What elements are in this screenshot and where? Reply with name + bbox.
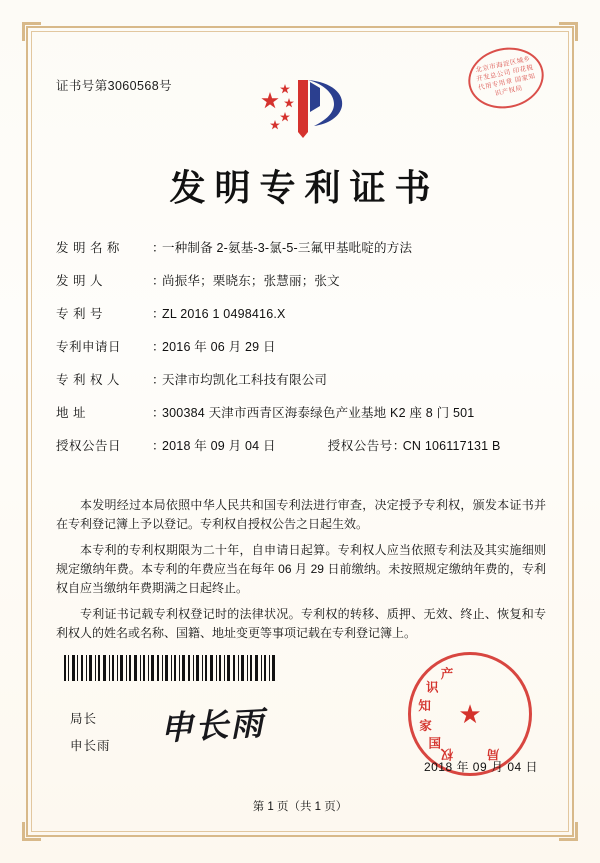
corner-ornament-top-right [559, 22, 578, 41]
page-number: 第 1 页（共 1 页） [252, 801, 348, 813]
field-label: 地 址 [56, 406, 86, 420]
field-value: 天津市均凯化工科技有限公司 [162, 373, 328, 387]
field-value: 2016 年 06 月 29 日 [162, 340, 276, 354]
field-value-grant-date: 2018 年 09 月 04 日 [162, 439, 276, 453]
field-label: 发 明 人 [56, 274, 103, 288]
corner-ornament-bottom-left [22, 822, 41, 841]
field-label: 专 利 权 人 [56, 373, 120, 387]
field-row-patentee [56, 372, 546, 388]
corner-ornament-bottom-right [559, 822, 578, 841]
barcode-icon [64, 655, 276, 681]
field-value: ZL 2016 1 0498416.X [162, 307, 286, 321]
field-colon: ： [152, 373, 165, 387]
seal-char: 产 [440, 666, 454, 682]
seal-char: 权 [440, 746, 454, 762]
seal-char: 识 [426, 679, 439, 695]
corner-ornament-top-left [22, 22, 41, 41]
seal-char: 国 [428, 735, 442, 751]
field-value: 一种制备 2-氨基-3-氯-5-三氟甲基吡啶的方法 [162, 241, 413, 255]
field-colon: ： [392, 439, 406, 453]
seal-char: 局 [486, 746, 500, 762]
field-value: 尚振华；栗晓东；张慧丽；张文 [162, 274, 340, 288]
field-label: 专 利 号 [56, 307, 103, 321]
body-paragraph-2: 本专利的专利权期限为二十年，自申请日起算。专利权人应当依照专利法及其实施细则规定缴纳年费。本专利的年费应当在每年 06 月 29 日前缴纳。未按照规定缴纳年费的，专利权自应当缴纳年费期满之日起终止。 [56, 543, 546, 595]
certificate-number: 证书号第3060568号 [56, 79, 172, 93]
field-label: 专利申请日 [56, 340, 122, 354]
cnipa-logo-icon [240, 72, 360, 140]
field-row-inventors [56, 273, 546, 289]
tax-stamp-text: 北京市海淀区城乡开发总公司 印花税 代用专用章 国家知识产权局 [475, 55, 537, 98]
field-row-grant-announcement [56, 438, 546, 454]
signature-role-label: 局长 [70, 712, 98, 726]
field-row-application-date [56, 339, 546, 355]
signature-name-label: 申长雨 [70, 739, 111, 753]
field-colon: ： [152, 241, 165, 255]
field-value: 300384 天津市西青区海泰绿色产业基地 K2 座 8 门 501 [162, 406, 475, 420]
seal-char: 知 [418, 698, 431, 714]
field-label-grant-number: 授权公告号 [327, 439, 393, 453]
field-row-patent-number [56, 306, 546, 322]
field-row-invention-name [56, 240, 546, 256]
page-title: 发明专利证书 [169, 167, 440, 209]
body-paragraph-1: 本发明经过本局依照中华人民共和国专利法进行审查，决定授予专利权，颁发本证书并在专利登记簿上予以登记。专利权自授权公告之日起生效。 [56, 498, 546, 531]
field-colon: ： [152, 406, 165, 420]
seal-date: 2018 年 09 月 04 日 [423, 760, 538, 774]
signature-block [70, 706, 111, 760]
field-colon: ： [152, 439, 165, 453]
field-label: 发 明 名 称 [56, 241, 120, 255]
field-colon: ： [152, 274, 165, 288]
handwritten-signature: 申长雨 [159, 703, 267, 748]
legal-body-text [56, 496, 546, 650]
seal-char: 家 [419, 717, 432, 733]
field-row-address [56, 405, 546, 421]
body-paragraph-3: 专利证书记载专利权登记时的法律状况。专利权的转移、质押、无效、终止、恢复和专利权人的姓名或名称、国籍、地址变更等事项记载在专利登记簿上。 [56, 607, 546, 640]
certificate-fields [56, 240, 546, 471]
field-colon: ： [152, 307, 165, 321]
field-label-grant-date: 授权公告日 [56, 439, 122, 453]
field-colon: ： [152, 340, 165, 354]
field-value-grant-number: CN 106117131 B [402, 439, 501, 453]
seal-star-icon: ★ [458, 699, 482, 729]
